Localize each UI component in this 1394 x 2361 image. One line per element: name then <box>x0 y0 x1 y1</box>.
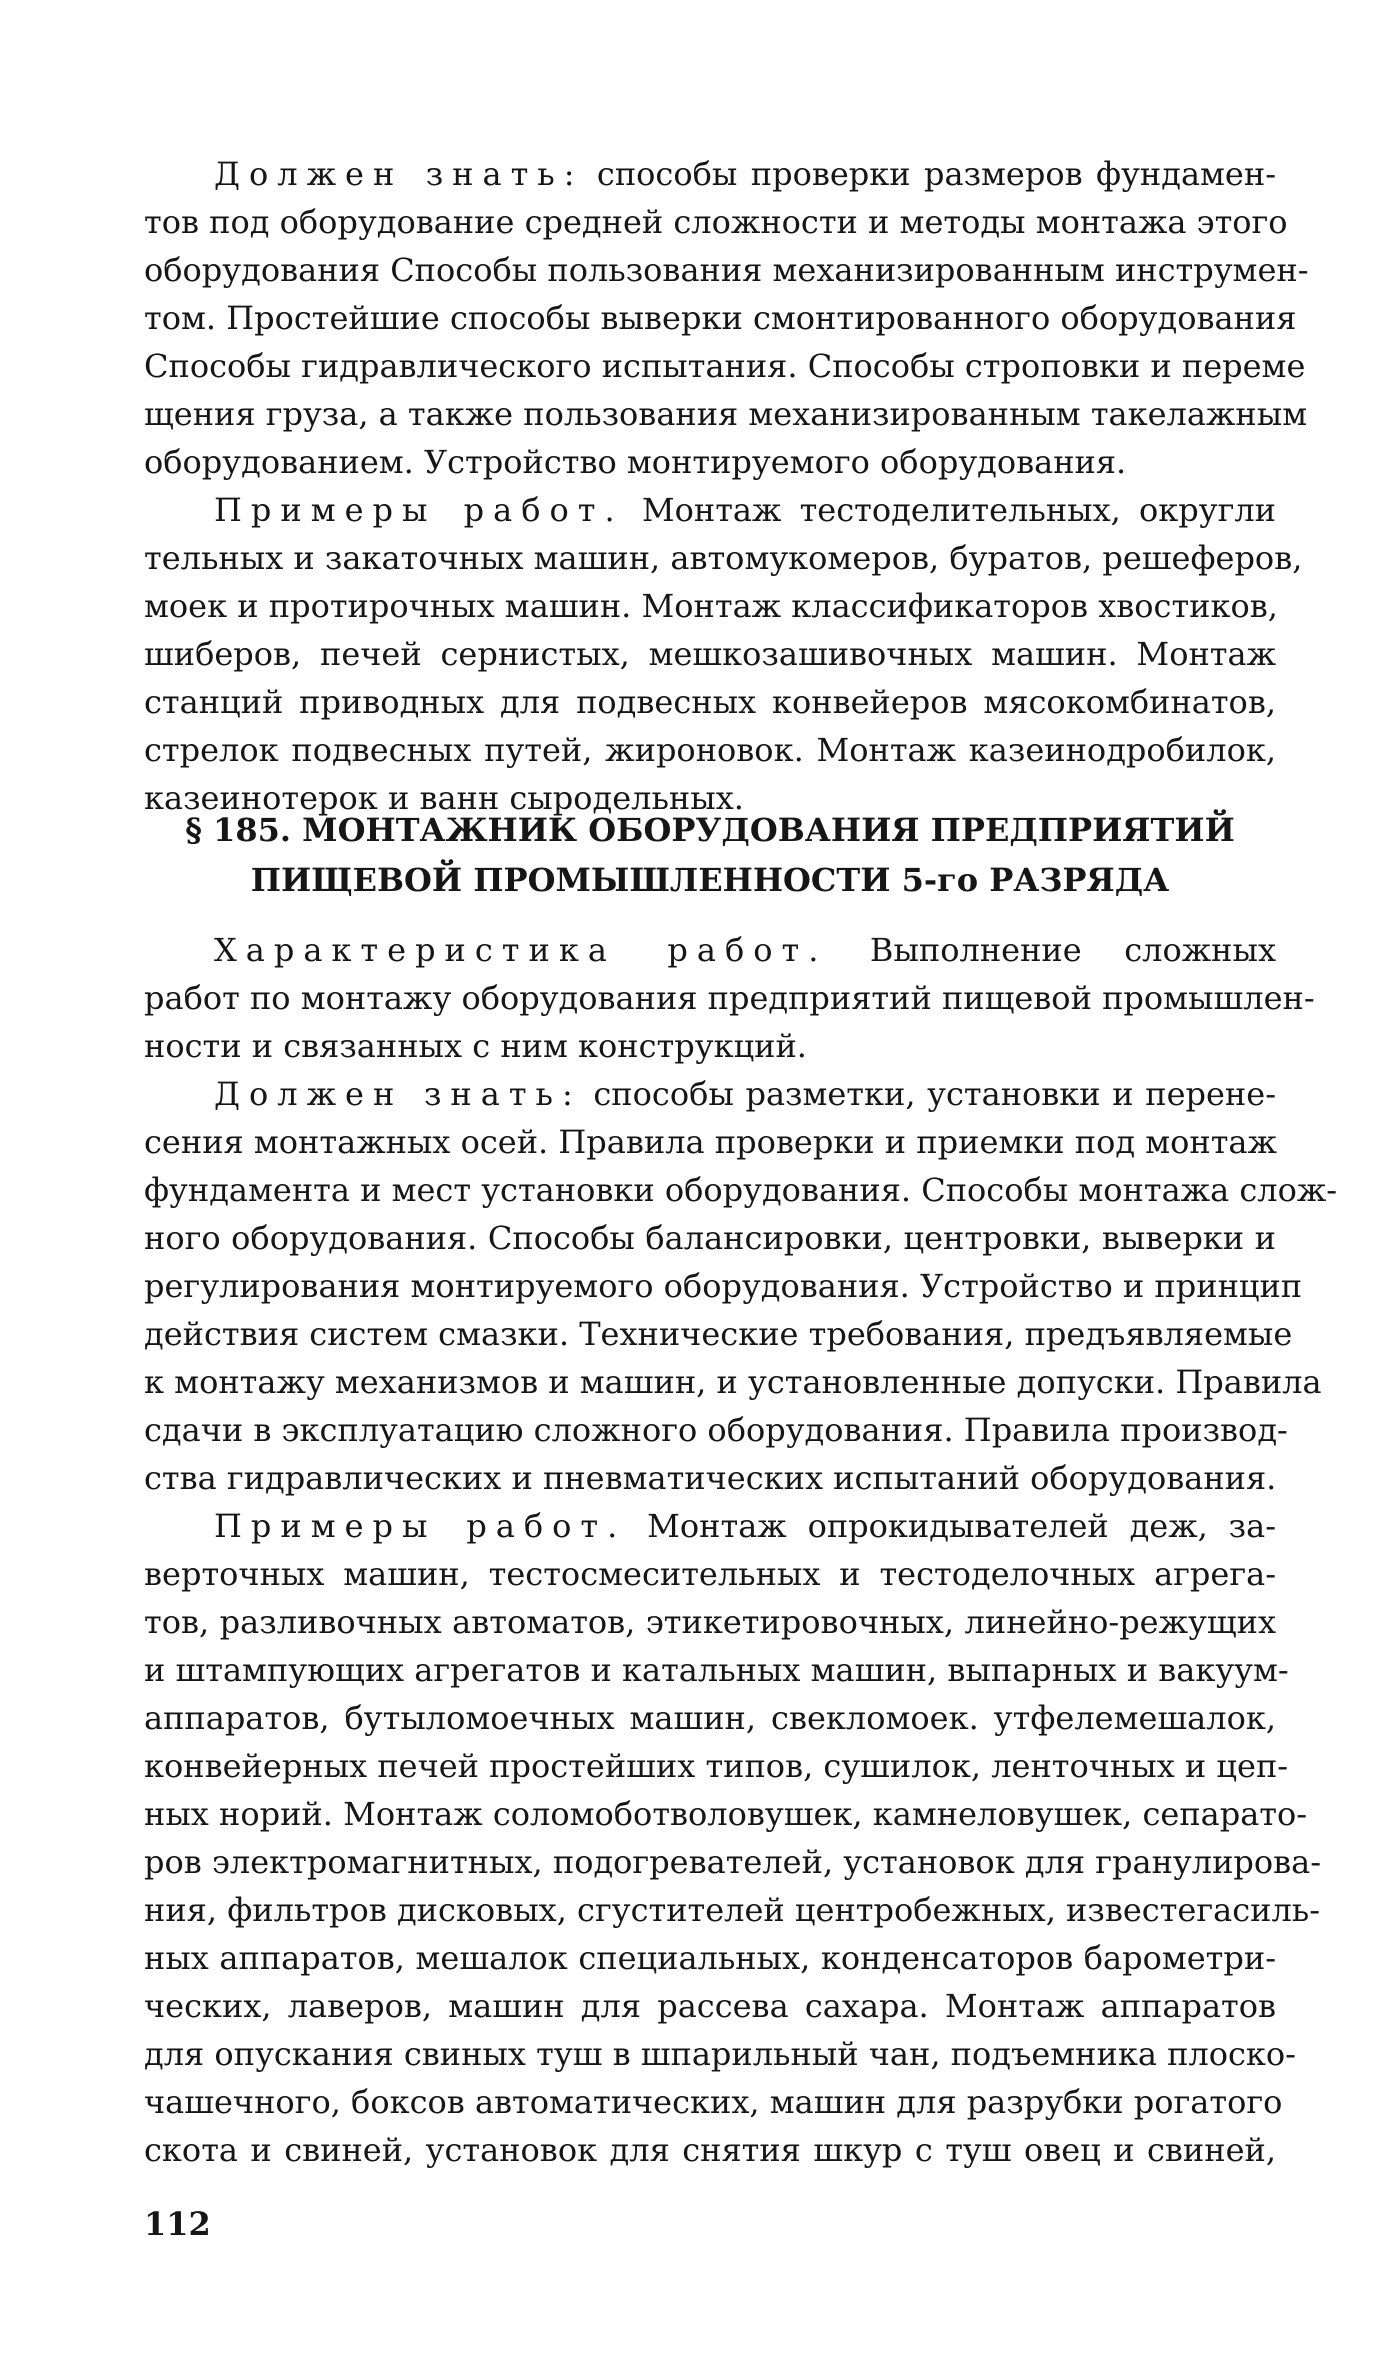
text-line: фундамента и мест установки оборудования. Способы монтажа слож- <box>144 1171 1338 1209</box>
spaced-lead: Должен знать: <box>214 1075 582 1113</box>
text-line: ных норий. Монтаж соломоботволовушек, камнеловушек, сепарато- <box>144 1795 1308 1833</box>
text-line: тов под оборудование средней сложности и методы монтажа этого <box>144 203 1288 241</box>
text-line: ров электромагнитных, подогревателей, установок для гранулирова- <box>144 1843 1322 1881</box>
text-line: том. Простейшие способы выверки смонтированного оборудования <box>144 299 1297 337</box>
text-line: станций приводных для подвесных конвейеров мясокомбинатов, <box>144 683 1276 721</box>
spaced-lead: Характеристика работ. <box>214 931 828 969</box>
text-line: ности и связанных с ним конструкций. <box>144 1027 807 1065</box>
text-line: к монтажу механизмов и машин, и установленные допуски. Правила <box>144 1363 1322 1401</box>
text-line: верточных машин, тестосмесительных и тестоделочных агрега- <box>144 1555 1276 1593</box>
text-line: Способы гидравлического испытания. Способы строповки и переме <box>144 347 1306 385</box>
text-line: ных аппаратов, мешалок специальных, конденсаторов барометри- <box>144 1939 1276 1977</box>
text-line: скота и свиней, установок для снятия шкур с туш овец и свиней, <box>144 2131 1276 2169</box>
spaced-lead: Примеры работ. <box>214 491 624 529</box>
spaced-lead: Примеры работ. <box>214 1507 627 1545</box>
text-line: аппаратов, бутыломоечных машин, свекломоек. утфелемешалок, <box>144 1699 1276 1737</box>
text-line: действия систем смазки. Технические требования, предъявляемые <box>144 1315 1293 1353</box>
text-line: Примеры работ. Монтаж тестоделительных, округли <box>214 491 1277 529</box>
text-line: чашечного, боксов автоматических, машин для разрубки рогатого <box>144 2083 1283 2121</box>
text-line: моек и протирочных машин. Монтаж классификаторов хвостиков, <box>144 587 1278 625</box>
spaced-lead: Должен знать: <box>214 155 584 193</box>
text-line: Должен знать: способы разметки, установки и перене- <box>214 1075 1277 1113</box>
text-line: работ по монтажу оборудования предприятий пищевой промышлен- <box>144 979 1315 1017</box>
text-line: Примеры работ. Монтаж опрокидывателей деж, за- <box>214 1507 1277 1545</box>
text-line: конвейерных печей простейших типов, сушилок, ленточных и цеп- <box>144 1747 1289 1785</box>
text-line: и штампующих агрегатов и катальных машин, выпарных и вакуум- <box>144 1651 1289 1689</box>
text-line: тельных и закаточных машин, автомукомеров, буратов, решеферов, <box>144 539 1303 577</box>
text-line: щения груза, а также пользования механизированным такелажным <box>144 395 1308 433</box>
text-line: Характеристика работ. Выполнение сложных <box>214 931 1277 969</box>
page-number: 112 <box>144 2205 211 2243</box>
text-line: Должен знать: способы проверки размеров фундамен- <box>214 155 1277 193</box>
text-line: оборудования Способы пользования механизированным инструмен- <box>144 251 1309 289</box>
text-line: ческих, лаверов, машин для рассева сахара. Монтаж аппаратов <box>144 1987 1276 2025</box>
text-line: стрелок подвесных путей, жироновок. Монтаж казеинодробилок, <box>144 731 1276 769</box>
text-line: для опускания свиных туш в шпарильный чан, подъемника плоско- <box>144 2035 1296 2073</box>
text-line: регулирования монтируемого оборудования. Устройство и принцип <box>144 1267 1303 1305</box>
section-heading-line-1: § 185. МОНТАЖНИК ОБОРУДОВАНИЯ ПРЕДПРИЯТИЙ <box>185 811 1235 849</box>
text-line: ния, фильтров дисковых, сгустителей центробежных, известегасиль- <box>144 1891 1320 1929</box>
text-line: ного оборудования. Способы балансировки, центровки, выверки и <box>144 1219 1276 1257</box>
text-line: тов, разливочных автоматов, этикетировочных, линейно-режущих <box>144 1603 1276 1641</box>
text-line: оборудованием. Устройство монтируемого оборудования. <box>144 443 1127 481</box>
section-heading-line-2: ПИЩЕВОЙ ПРОМЫШЛЕННОСТИ 5-го РАЗРЯДА <box>250 861 1170 899</box>
text-line: казеинотерок и ванн сыродельных. <box>144 779 744 817</box>
text-line: сения монтажных осей. Правила проверки и приемки под монтаж <box>144 1123 1277 1161</box>
text-line: сдачи в эксплуатацию сложного оборудования. Правила производ- <box>144 1411 1288 1449</box>
text-line: шиберов, печей сернистых, мешкозашивочных машин. Монтаж <box>144 635 1276 673</box>
text-line: ства гидравлических и пневматических испытаний оборудования. <box>144 1459 1277 1497</box>
